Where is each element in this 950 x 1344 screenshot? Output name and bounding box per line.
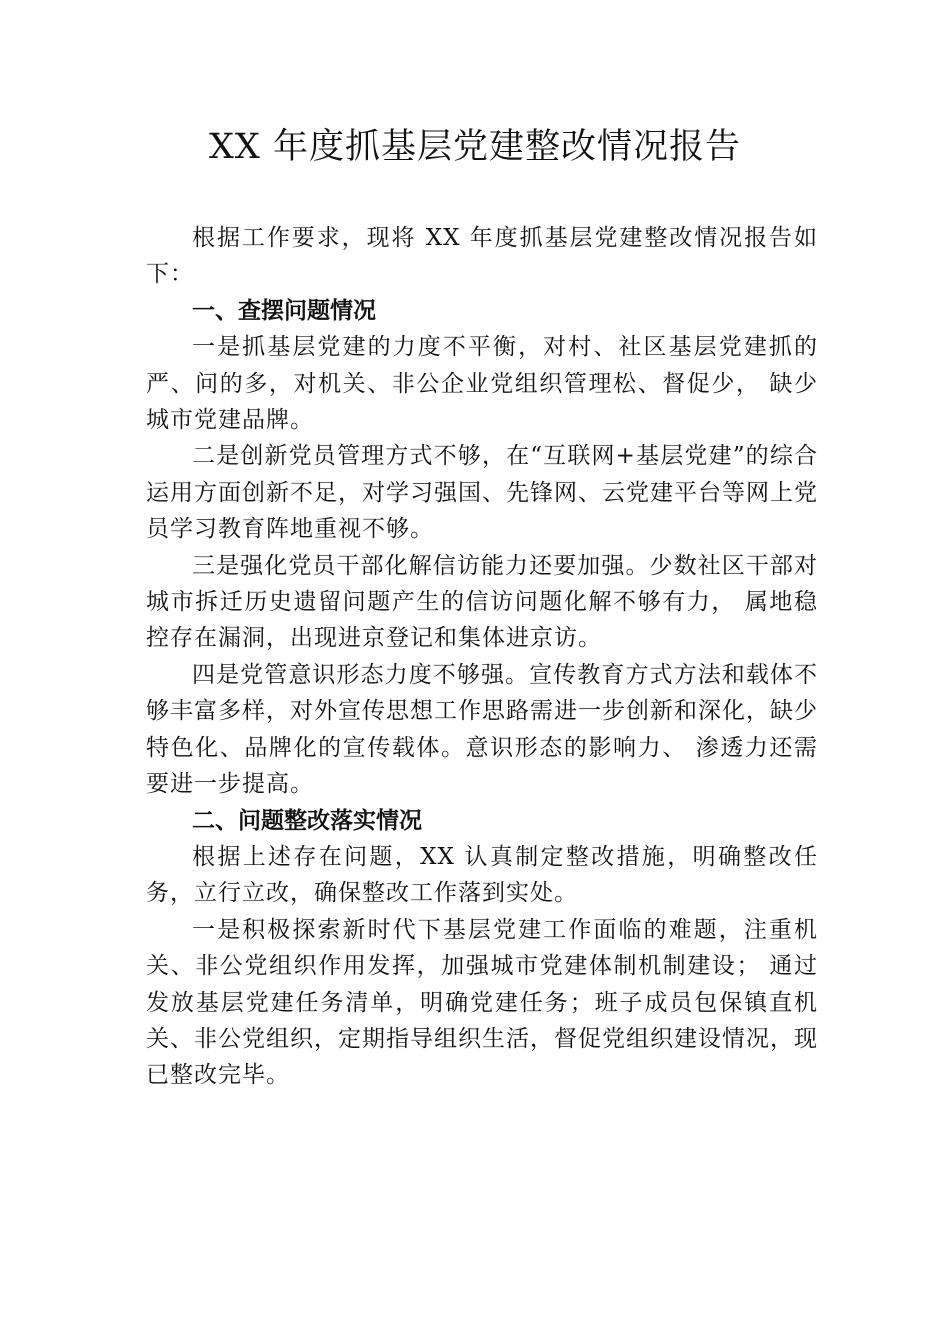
- document-body: [146, 220, 818, 1094]
- problem-paragraph-1: 一是抓基层党建的力度不平衡，对村、社区基层党建抓的严、问的多，对机关、非公企业党组织管理松、督促少， 缺少城市党建品牌。: [146, 334, 818, 434]
- section-heading-problems: 一、查摆问题情况: [192, 297, 376, 324]
- rectification-paragraph-2: 一是积极探索新时代下基层党建工作面临的难题，注重机关、非公党组织作用发挥，加强城市党建体制机制建设； 通过发放基层党建任务清单，明确党建任务；班子成员包保镇直机关、非公党组织，定期指导组织生活，督促党组织建设情况，现已整改完毕。: [146, 916, 818, 1089]
- intro-paragraph: 根据工作要求，现将 XX 年度抓基层党建整改情况报告如下：: [146, 225, 818, 288]
- section-heading-rectification: 二、问题整改落实情况: [192, 807, 422, 834]
- document-title: XX 年度抓基层党建整改情况报告: [209, 127, 741, 167]
- problem-paragraph-2: 二是创新党员管理方式不够，在“互联网+基层党建”的综合运用方面创新不足，对学习强国、先锋网、云党建平台等网上党员学习教育阵地重视不够。: [146, 443, 818, 543]
- rectification-paragraph-1: 根据上述存在问题，XX 认真制定整改措施，明确整改任务，立行立改，确保整改工作落到实处。: [146, 843, 818, 907]
- problem-paragraph-3: 三是强化党员干部化解信访能力还要加强。少数社区干部对城市拆迁历史遗留问题产生的信访问题化解不够有力， 属地稳控存在漏洞，出现进京登记和集体进京访。: [146, 552, 818, 652]
- problem-paragraph-4: 四是党管意识形态力度不够强。宣传教育方式方法和载体不够丰富多样，对外宣传思想工作思路需进一步创新和深化，缺少特色化、品牌化的宣传载体。意识形态的影响力、 渗透力还需要进一步提高。: [146, 661, 818, 798]
